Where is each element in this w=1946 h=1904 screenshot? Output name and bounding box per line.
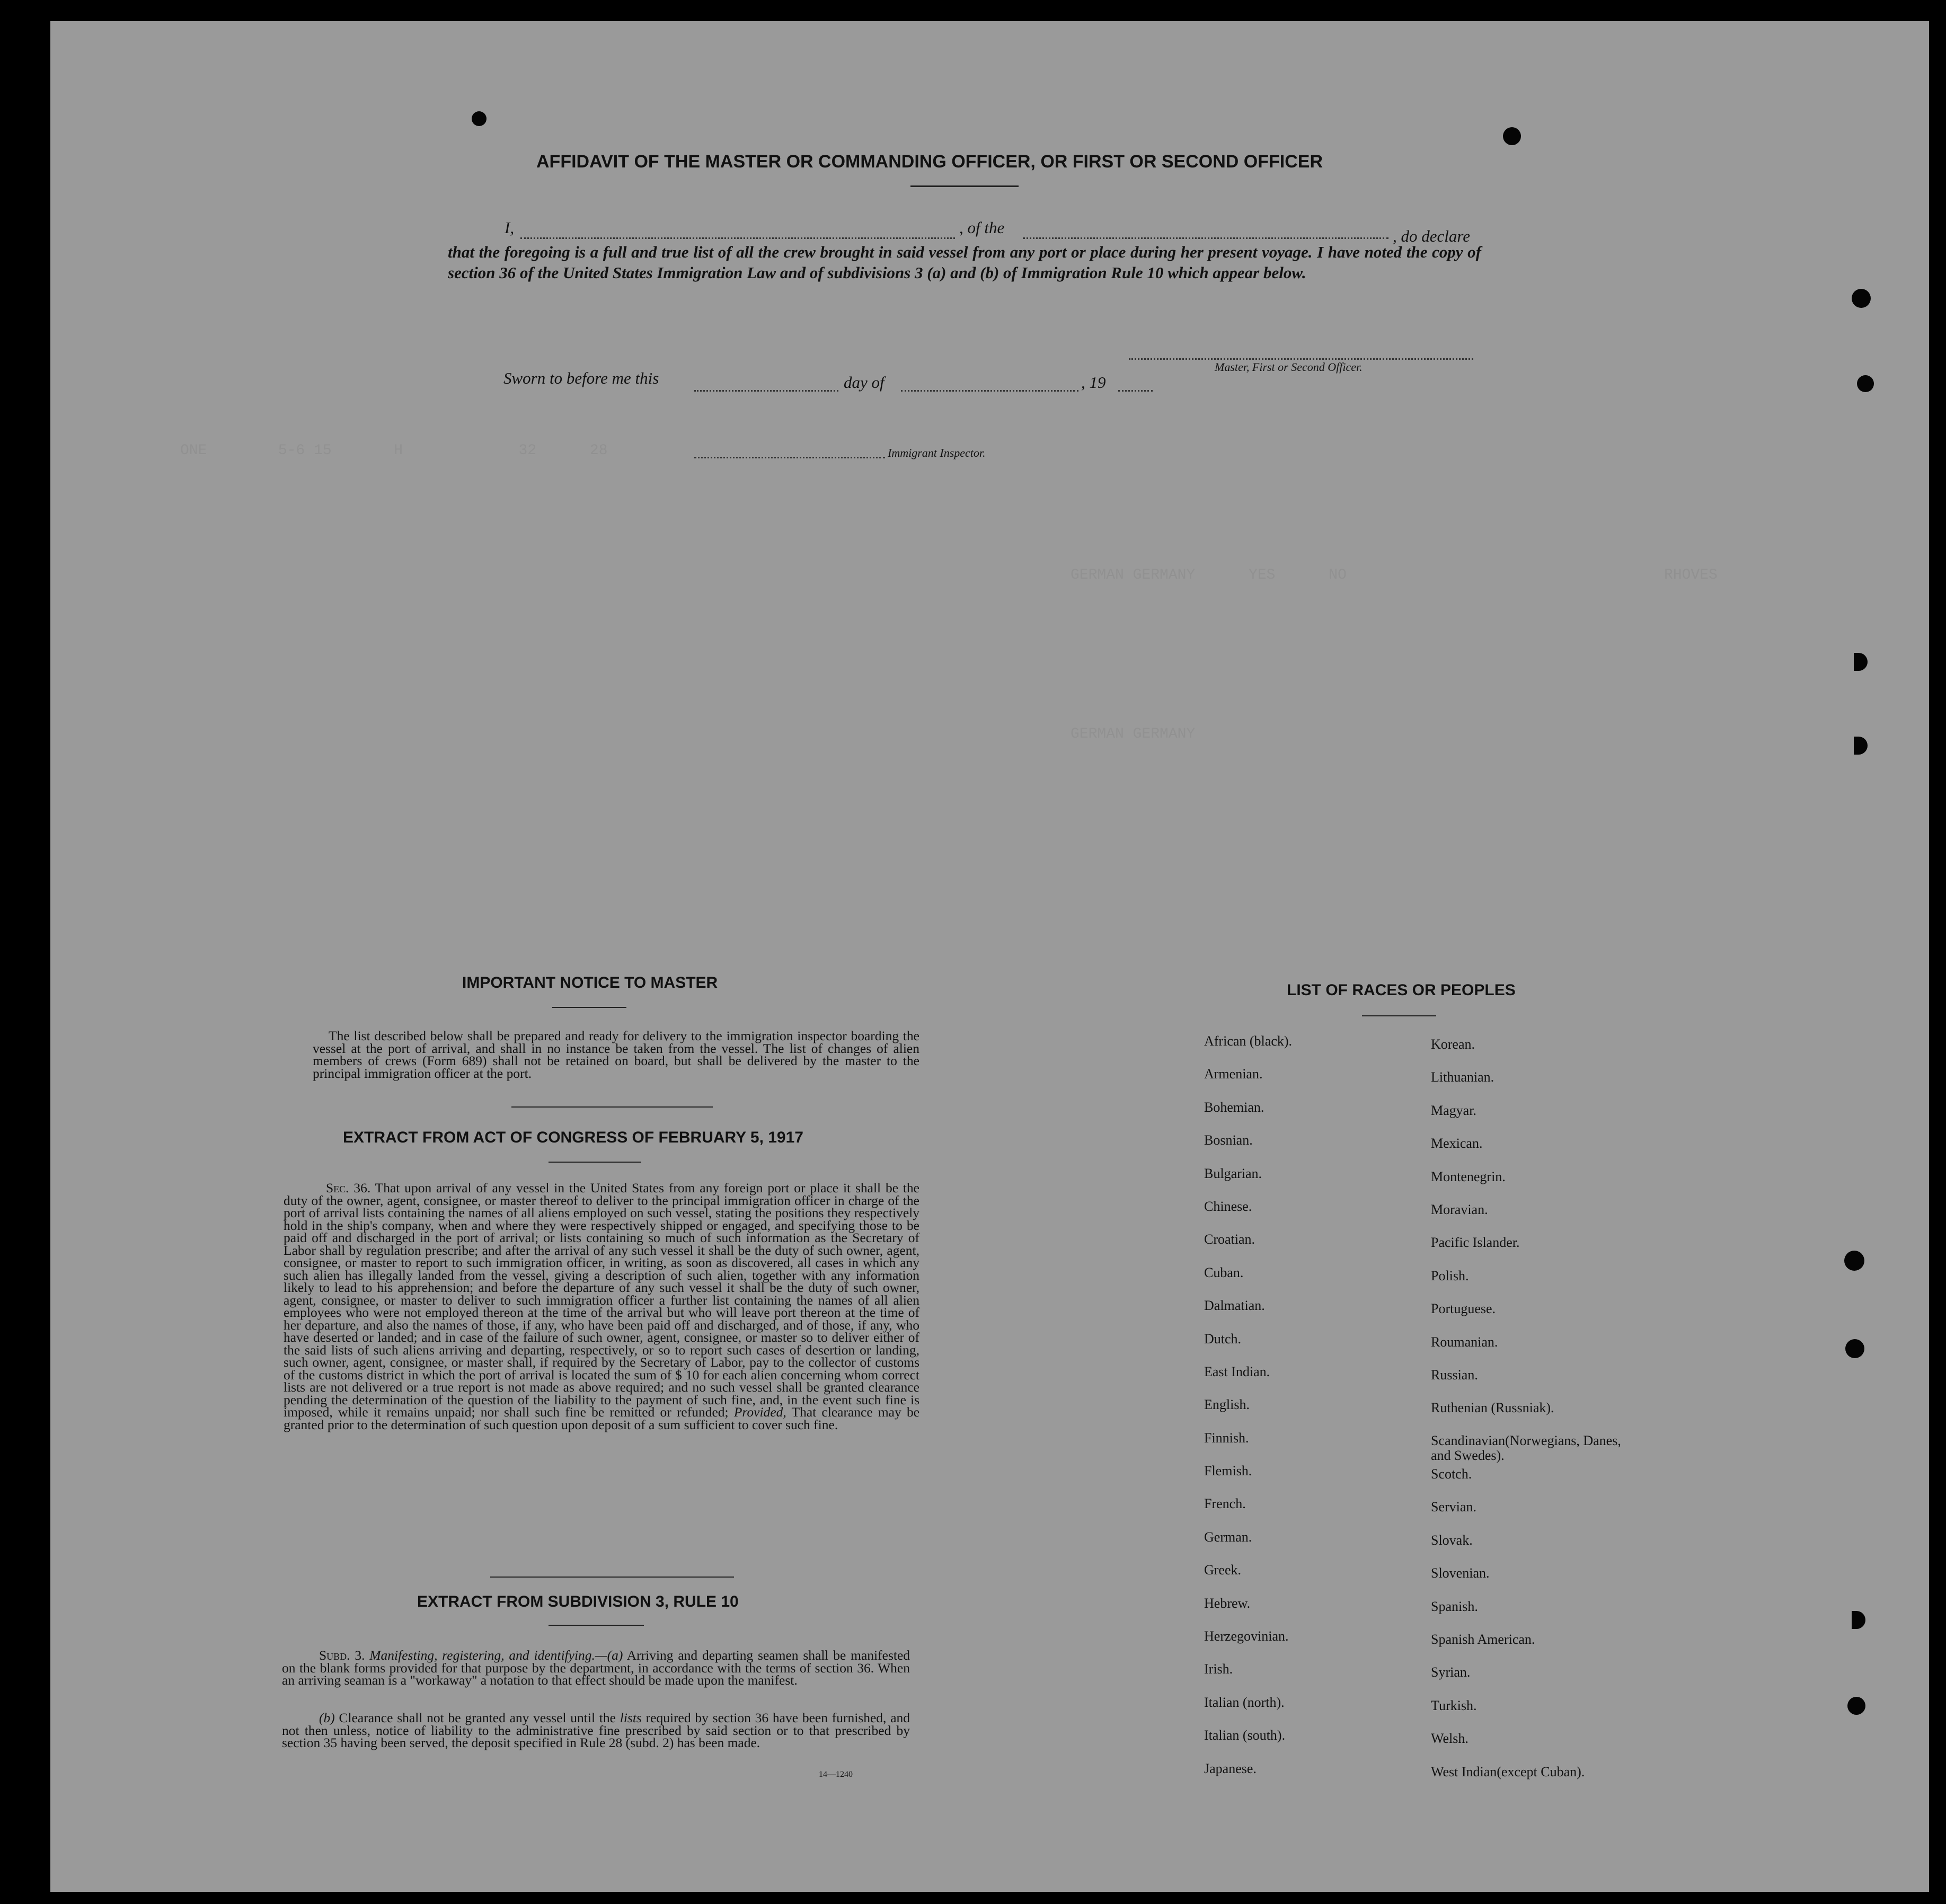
race-item: Ruthenian (Russniak).: [1431, 1400, 1554, 1416]
races-right-column: [1431, 1037, 1622, 1797]
race-item: Flemish.: [1204, 1463, 1252, 1479]
race-item: Spanish American.: [1431, 1632, 1535, 1648]
rule-b-text-1: Clearance shall not be granted any vessel until the: [339, 1710, 616, 1725]
race-item: African (black).: [1204, 1033, 1293, 1049]
races-underline: [1362, 1015, 1436, 1016]
act-sec-label: Sec. 36.: [326, 1180, 371, 1195]
bleed-through-text: GERMAN GERMANY YES NO: [1071, 567, 1347, 583]
race-item: Chinese.: [1204, 1198, 1252, 1214]
act-title: EXTRACT FROM ACT OF CONGRESS OF FEBRUARY 5, 1917: [343, 1129, 803, 1146]
affidavit-body: that the foregoing is a full and true list of all the crew brought in said vessel from any port or place during her present voyage. I have noted the copy of section 36 of the United States Immigration Law and of subdivisions 3 (a) and (b) of Immigration Rule 10 which appear below.: [448, 243, 1481, 282]
vessel-field-line[interactable]: [1023, 237, 1388, 239]
rule-b-label: (b): [319, 1710, 335, 1725]
race-item: Russian.: [1431, 1367, 1478, 1383]
race-item: Slovenian.: [1431, 1565, 1490, 1581]
act-provided: Provided,: [733, 1404, 786, 1420]
notice-title: IMPORTANT NOTICE TO MASTER: [462, 974, 718, 991]
rule-subd-label: Subd. 3.: [319, 1648, 365, 1663]
signature-line[interactable]: [1129, 358, 1473, 360]
race-item: Scotch.: [1431, 1466, 1472, 1482]
race-item: Welsh.: [1431, 1731, 1469, 1747]
notice-divider: [511, 1106, 713, 1108]
race-item: Roumanian.: [1431, 1334, 1498, 1350]
race-item: Polish.: [1431, 1268, 1469, 1283]
punch-hole: [472, 111, 487, 126]
rule-b-text-2: required by section 36 have been furnished, and not then unless, notice of liability to the administrative fine prescribed by said section or to that prescribed by section 35 having been served, the deposit specified in Rule 28 (subd. 2) has been made.: [282, 1710, 910, 1750]
race-item: Scandinavian(Norwegians, Danes, and Swedes).: [1431, 1432, 1621, 1463]
act-underline: [549, 1162, 641, 1163]
binder-hole: [1852, 289, 1871, 308]
bleed-through-text: RHOVES: [1664, 567, 1718, 583]
rule-a-text: Arriving and departing seamen shall be manifested on the blank forms provided for that purpose by the department, in accordance with the terms of section 36. When an arriving seaman is a "workaway" a notation to that effect should be made upon the manifest.: [282, 1648, 910, 1688]
race-item: West Indian(except Cuban).: [1431, 1764, 1585, 1779]
races-title: LIST OF RACES OR PEOPLES: [1287, 981, 1516, 999]
race-item: Lithuanian.: [1431, 1069, 1494, 1085]
act-body: That upon arrival of any vessel in the United States from any foreign port or place it shall be the duty of the owner, agent, consignee, or master thereof to deliver to the principal immigration officer in charge of the port of arrival lists containing the names of all aliens employed on such vessel, stating the positions they respectively hold in the ship's company, when and where they were respectively shipped or engaged, and specifying those to be paid off and discharged in the port of arrival; or lists containing so much of such information as the Secretary of Labor shall by regulation prescribe; and after the arrival of any such vessel it shall be the duty of such owner, agent, consignee, or master to report to such immigration officer, in writing, as soon as discovered, all cases in which any such alien has illegally landed from the vessel, giving a description of such alien, together with any information likely to lead to his apprehension; and before the departure of any such vessel it shall be the duty of such owner, agent, consignee, or master to deliver to such immigration officer a further list containing the names of all alien employees who were not employed thereon at the time of the arrival but who will leave port thereon at the time of her departure, and also the names of those, if any, who have been paid off and discharged, and of those, if any, who have deserted or landed; and in case of the failure of such owner, agent, consignee, or master so to deliver either of the said lists of such aliens arriving and departing, respectively, or so to report such cases of desertion or landing, such owner, agent, consignee, or master shall, if required by the Secretary of Labor, pay to the collector of customs of the customs district in which the port of arrival is located the sum of $ 10 for each alien concerning whom correct lists are not delivered or a true report is not made as above required; and no such vessel shall be granted clearance pending the determination of the question of the liability to the payment of such fine, and, in the event such fine is imposed, while it remains unpaid; nor shall such fine be remitted or refunded;: [284, 1180, 919, 1420]
rule-underline: [549, 1625, 644, 1626]
race-item: Moravian.: [1431, 1201, 1488, 1217]
punch-hole: [1503, 127, 1521, 145]
race-item: Irish.: [1204, 1661, 1233, 1677]
binder-hole: [1845, 1339, 1864, 1358]
affidavit-of-the: , of the: [959, 218, 1005, 237]
race-item: Spanish.: [1431, 1598, 1478, 1614]
notice-text-body: The list described below shall be prepared and ready for delivery to the immigration inspector boarding the vessel at the port of arrival, and shall in no instance be taken from the vessel. The list of changes of alien members of crews (Form 689) shall not be retained on board, but shall be delivered by the master to the principal immigration officer at the port.: [313, 1028, 919, 1081]
race-item: Croatian.: [1204, 1232, 1255, 1247]
race-item: Herzegovinian.: [1204, 1628, 1289, 1644]
race-item: Turkish.: [1431, 1697, 1477, 1713]
sworn-day-line[interactable]: [694, 390, 838, 392]
act-tail: That clearance may be granted prior to the determination of such question upon deposit of a sum sufficient to cover such fine.: [284, 1404, 920, 1432]
inspector-signature-line[interactable]: [694, 457, 885, 458]
form-number: 14—1240: [819, 1770, 853, 1779]
race-item: Hebrew.: [1204, 1595, 1251, 1611]
sworn-month-line[interactable]: [901, 390, 1078, 392]
rule-b-lists: lists: [620, 1710, 642, 1725]
binder-hole: [1857, 375, 1874, 392]
document-page: [50, 21, 1929, 1892]
race-item: Finnish.: [1204, 1430, 1249, 1446]
rule-title: EXTRACT FROM SUBDIVISION 3, RULE 10: [417, 1593, 739, 1610]
rule-b-text: [282, 1712, 910, 1749]
race-item: East Indian.: [1204, 1363, 1270, 1379]
race-item: Japanese.: [1204, 1760, 1257, 1776]
race-item: French.: [1204, 1496, 1246, 1512]
race-item: Pacific Islander.: [1431, 1235, 1520, 1251]
race-item: Italian (north).: [1204, 1694, 1285, 1710]
day-of-label: day of: [844, 373, 884, 392]
sworn-label: Sworn to before me this: [503, 369, 659, 387]
race-item: Slovak.: [1431, 1532, 1473, 1548]
notice-underline: [552, 1007, 626, 1008]
year-label: , 19: [1081, 373, 1106, 392]
bleed-through-text: GERMAN GERMANY: [1071, 726, 1196, 742]
act-text: [284, 1182, 919, 1431]
binder-hole: [1847, 1697, 1865, 1715]
bleed-through-text: ONE 5-6 15 H 32 28: [180, 442, 608, 459]
signature-caption: Master, First or Second Officer.: [1215, 360, 1363, 374]
race-item: Armenian.: [1204, 1066, 1263, 1082]
inspector-caption: Immigrant Inspector.: [888, 446, 986, 459]
affidavit-i-label: I,: [505, 218, 515, 237]
race-item: Montenegrin.: [1431, 1168, 1506, 1184]
rule-text: [282, 1649, 910, 1687]
race-item: German.: [1204, 1529, 1252, 1545]
race-item: Greek.: [1204, 1562, 1242, 1578]
race-item: Dutch.: [1204, 1331, 1242, 1347]
affidavit-title: AFFIDAVIT OF THE MASTER OR COMMANDING OFFICER, OR FIRST OR SECOND OFFICER: [536, 152, 1323, 172]
sworn-year-line[interactable]: [1118, 390, 1153, 392]
title-underline: [910, 185, 1019, 187]
affidavit-do-declare: , do declare: [1393, 227, 1471, 245]
name-field-line[interactable]: [520, 237, 955, 239]
race-item: Italian (south).: [1204, 1728, 1286, 1743]
notice-text: [313, 1030, 919, 1079]
act-divider: [490, 1577, 734, 1578]
race-item: Servian.: [1431, 1499, 1476, 1515]
race-item: Syrian.: [1431, 1664, 1471, 1680]
race-item: Korean.: [1431, 1037, 1475, 1052]
rule-heading: Manifesting, registering, and identifying.—(a): [369, 1648, 623, 1663]
race-item: Cuban.: [1204, 1264, 1244, 1280]
race-item: Magyar.: [1431, 1102, 1476, 1118]
binder-hole: [1844, 1251, 1864, 1271]
race-item: Bosnian.: [1204, 1132, 1253, 1148]
race-item: Bulgarian.: [1204, 1165, 1262, 1181]
race-item: Mexican.: [1431, 1136, 1483, 1152]
race-item: Portuguese.: [1431, 1301, 1496, 1317]
race-item: Bohemian.: [1204, 1099, 1264, 1115]
races-left-column: [1204, 1033, 1292, 1794]
race-item: English.: [1204, 1397, 1250, 1413]
race-item: Dalmatian.: [1204, 1298, 1265, 1314]
